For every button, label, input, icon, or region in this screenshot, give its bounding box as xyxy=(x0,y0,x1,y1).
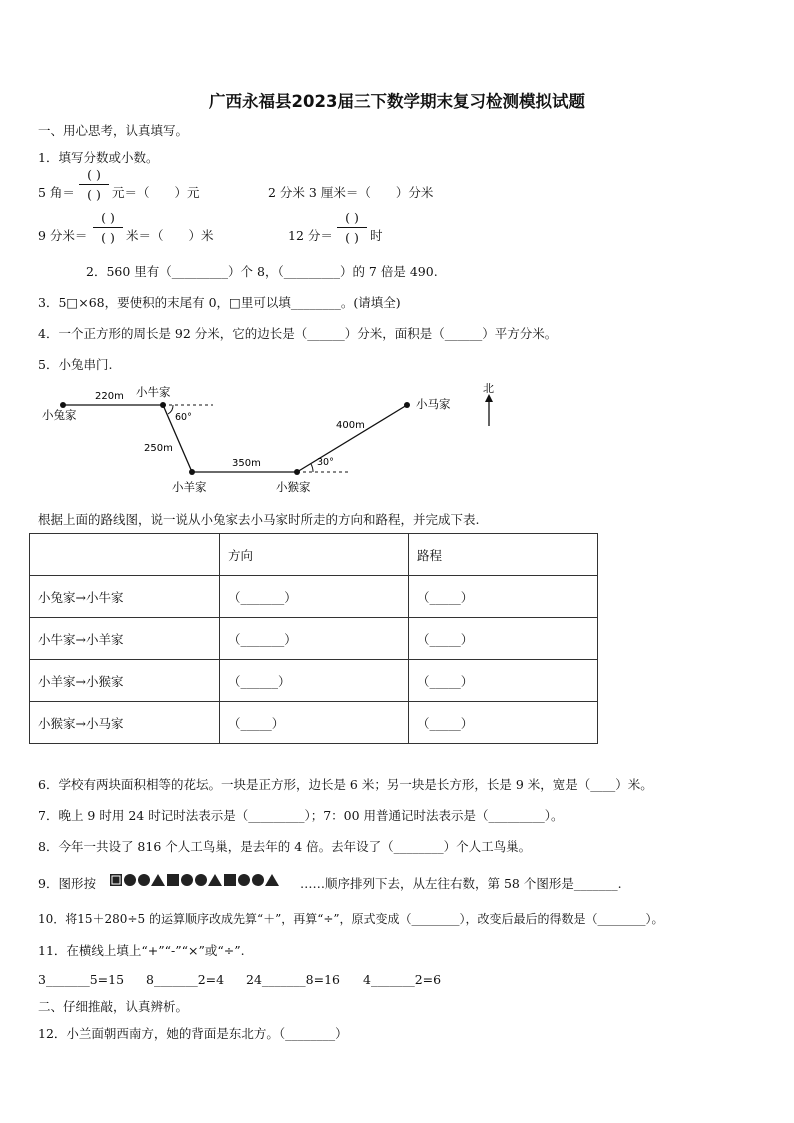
fraction-denominator: ( ) xyxy=(87,187,101,202)
point-cow xyxy=(160,402,166,408)
table-header-direction: 方向 xyxy=(220,534,409,576)
page-title: 广西永福县2023届三下数学期末复习检测模拟试题 xyxy=(209,92,585,111)
table-cell-route: 小牛家→小羊家 xyxy=(30,618,220,660)
question-2: 2．560 里有（_________）个 8，（_________）的 7 倍是 490. xyxy=(86,264,438,279)
table-cell-distance-blank[interactable]: （_____） xyxy=(409,618,598,660)
triangle-shape-icon xyxy=(265,874,279,886)
square-shape-icon xyxy=(224,874,236,886)
table-row xyxy=(30,618,598,660)
label-monkey: 小猴家 xyxy=(276,480,311,494)
route-table xyxy=(29,533,598,744)
label-horse: 小马家 xyxy=(416,397,451,411)
circle-shape-icon xyxy=(124,874,136,886)
fraction-numerator: ( ) xyxy=(345,210,359,225)
question-12: 12．小兰面朝西南方，她的背面是东北方。（________） xyxy=(38,1026,348,1041)
label-distance-400: 400m xyxy=(336,420,365,431)
circle-shape-icon xyxy=(195,874,207,886)
fraction-numerator: ( ) xyxy=(87,167,101,182)
q11-item-3: 24_______8=16 xyxy=(246,972,340,987)
table-header-row xyxy=(30,534,598,576)
label-distance-350: 350m xyxy=(232,458,261,469)
fraction-bar xyxy=(337,227,367,228)
table-cell-distance-blank[interactable]: （_____） xyxy=(409,660,598,702)
label-distance-220: 220m xyxy=(95,391,124,402)
angle-arc-60 xyxy=(168,405,173,414)
question-7: 7．晚上 9 时用 24 时记时法表示是（_________）；7：00 用普通记时法表示是（_________）。 xyxy=(38,808,564,823)
table-cell-route: 小羊家→小猴家 xyxy=(30,660,220,702)
circle-shape-icon xyxy=(181,874,193,886)
q1-row1-prefix: 5 角＝ xyxy=(38,185,75,200)
table-cell-direction-blank[interactable]: （_____） xyxy=(220,702,409,744)
point-monkey xyxy=(294,469,300,475)
table-cell-route: 小猴家→小马家 xyxy=(30,702,220,744)
q1-row1-suffix: 元＝（ ）元 xyxy=(112,185,200,200)
question-6: 6．学校有两块面积相等的花坛。一块是正方形，边长是 6 米；另一块是长方形，长是 9 米，宽是（____）米。 xyxy=(38,777,653,792)
shape-sequence-icons xyxy=(109,872,295,888)
table-cell-distance-blank[interactable]: （_____） xyxy=(409,702,598,744)
fraction-bar xyxy=(93,227,123,228)
q1-row1-item-b: 2 分米 3 厘米＝（ ）分米 xyxy=(268,185,434,200)
label-angle-30: 30° xyxy=(317,457,334,468)
q1-heading: 1．填写分数或小数。 xyxy=(38,150,159,165)
label-distance-250: 250m xyxy=(144,443,173,454)
question-8: 8．今年一共设了 816 个人工鸟巢，是去年的 4 倍。去年设了（________）个人工鸟巢。 xyxy=(38,839,532,854)
question-4: 4．一个正方形的周长是 92 分米，它的边长是（______）分米，面积是（______）平方分米。 xyxy=(38,326,558,341)
q1-row2-prefix: 9 分米＝ xyxy=(38,228,88,243)
table-cell-route: 小兔家→小牛家 xyxy=(30,576,220,618)
triangle-shape-icon xyxy=(151,874,165,886)
square-shape-icon xyxy=(167,874,179,886)
question-9-suffix: ……顺序排列下去，从左往右数，第 58 个图形是_______. xyxy=(300,876,622,891)
table-row xyxy=(30,660,598,702)
table-header-distance: 路程 xyxy=(409,534,598,576)
angle-arc-30 xyxy=(311,464,313,472)
point-horse xyxy=(404,402,410,408)
question-5-heading: 5．小兔串门. xyxy=(38,357,113,372)
circle-shape-icon xyxy=(238,874,250,886)
fraction-bar xyxy=(79,184,109,185)
path-monkey-horse xyxy=(297,405,407,472)
label-cow: 小牛家 xyxy=(136,385,171,399)
table-header-cell xyxy=(30,534,220,576)
table-cell-distance-blank[interactable]: （_____） xyxy=(409,576,598,618)
circle-shape-icon xyxy=(138,874,150,886)
north-arrow-head xyxy=(485,394,493,402)
fraction-denominator: ( ) xyxy=(345,230,359,245)
q11-item-1: 3_______5=15 xyxy=(38,972,125,987)
circle-shape-icon xyxy=(252,874,264,886)
table-cell-direction-blank[interactable]: （_______） xyxy=(220,576,409,618)
q1-row2-item-b-prefix: 12 分＝ xyxy=(288,228,333,243)
q11-item-4: 4_______2=6 xyxy=(363,972,442,987)
q1-row2-fraction-b xyxy=(337,209,367,246)
q1-row2-suffix: 米＝（ ）米 xyxy=(126,228,214,243)
table-cell-direction-blank[interactable]: （_______） xyxy=(220,618,409,660)
label-angle-60: 60° xyxy=(175,412,192,423)
question-11-heading: 11．在横线上填上“+”“-”“×”或“÷”. xyxy=(38,943,245,958)
table-cell-direction-blank[interactable]: （______） xyxy=(220,660,409,702)
route-map-diagram xyxy=(30,378,510,503)
question-10: 10．将15＋280÷5 的运算顺序改成先算“＋”，再算“÷”，原式变成（________），改变后最后的得数是（________）。 xyxy=(38,912,664,926)
question-9-prefix: 9．图形按 xyxy=(38,876,96,891)
triangle-shape-icon xyxy=(208,874,222,886)
label-north: 北 xyxy=(483,382,494,395)
q11-item-2: 8_______2=4 xyxy=(146,972,225,987)
fraction-denominator: ( ) xyxy=(101,230,115,245)
q1-row1-fraction xyxy=(79,166,109,203)
point-sheep xyxy=(189,469,195,475)
label-rabbit: 小兔家 xyxy=(42,408,77,422)
table-row xyxy=(30,576,598,618)
question-5-instruction: 根据上面的路线图，说一说从小兔家去小马家时所走的方向和路程，并完成下表. xyxy=(38,512,480,527)
fraction-numerator: ( ) xyxy=(101,210,115,225)
q1-row2-item-b-suffix: 时 xyxy=(370,228,383,243)
section-1-heading: 一、用心思考，认真填写。 xyxy=(38,123,189,138)
question-3: 3．5□×68，要使积的末尾有 0，□里可以填________。(请填全) xyxy=(38,295,401,310)
q1-row2-fraction-a xyxy=(93,209,123,246)
section-2-heading: 二、仔细推敲，认真辨析。 xyxy=(38,999,189,1014)
label-sheep: 小羊家 xyxy=(172,480,207,494)
table-row xyxy=(30,702,598,744)
